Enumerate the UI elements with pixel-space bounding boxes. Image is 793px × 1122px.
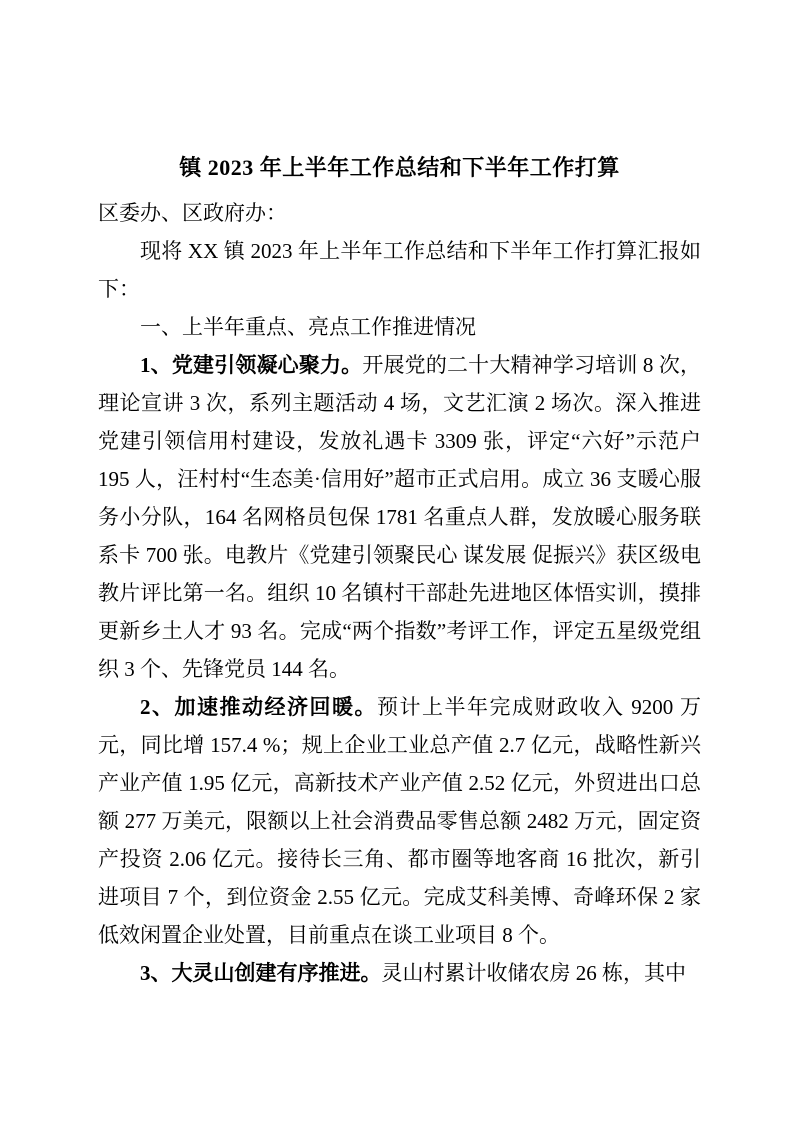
section-heading: 一、上半年重点、亮点工作推进情况 [140,315,476,339]
intro-paragraph: 现将 XX 镇 2023 年上半年工作总结和下半年工作打算汇报如下： [98,239,701,301]
paragraph-3-body: 灵山村累计收储农房 26 栋，其中 [381,961,686,985]
paragraph-1-lead: 1、党建引领凝心聚力。 [140,353,363,377]
paragraph-2-lead: 2、加速推动经济回暖。 [140,695,377,719]
paragraph-2 [98,688,701,954]
document-title: 镇 2023 年上半年工作总结和下半年工作打算 [179,155,620,180]
paragraph-3-lead: 3、大灵山创建有序推进。 [140,961,382,985]
document-body [98,194,701,992]
paragraph-1 [98,346,701,688]
paragraph-2-body: 预计上半年完成财政收入 9200 万元，同比增 157.4 %；规上企业工业总产值 2.7 亿元，战略性新兴产业产值 1.95 亿元，高新技术产业产值 2.52 亿元，外贸进出口总额 277 万美元，限额以上社会消费品零售总额 2482 万元，固定资产投资 2.06 亿元。接待长三角、都市圈等地客商 16 批次，新引进项目 7 个，到位资金 2.55 亿元。完成艾科美博、奇峰环保 2 家低效闲置企业处置，目前重点在谈工业项目 8 个。 [98,695,701,947]
paragraph-3 [98,954,701,992]
paragraph-1-body: 开展党的二十大精神学习培训 8 次，理论宣讲 3 次，系列主题活动 4 场，文艺汇演 2 场次。深入推进党建引领信用村建设，发放礼遇卡 3309 张，评定“六好”示范户 195 人，汪村村“生态美·信用好”超市正式启用。成立 36 支暖心服务小分队，164 名网格员包保 1781 名重点人群，发放暖心服务联系卡 700 张。电教片《党建引领聚民心 谋发展 促振兴》获区级电教片评比第一名。组织 10 名镇村干部赴先进地区体悟实训，摸排更新乡土人才 93 名。完成“两个指数”考评工作，评定五星级党组织 3 个、先锋党员 144 名。 [98,353,702,681]
salutation: 区委办、区政府办： [98,201,287,225]
